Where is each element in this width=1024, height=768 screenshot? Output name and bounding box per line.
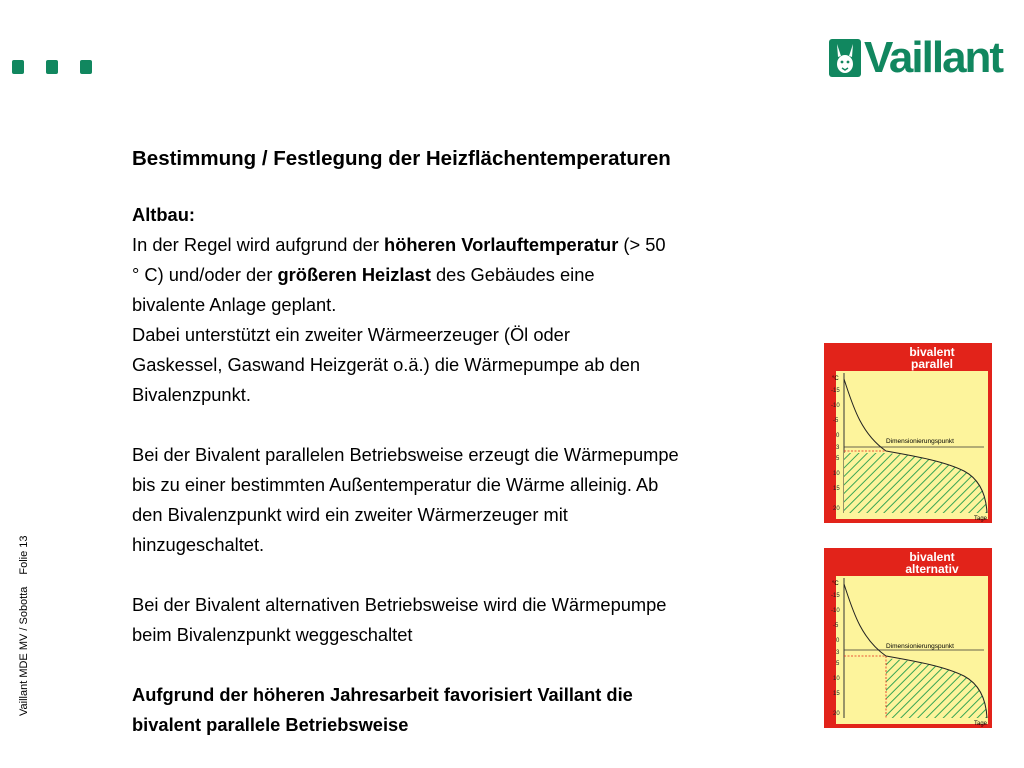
y-tick: 20 xyxy=(833,711,840,717)
chart-bivalent-alternativ xyxy=(824,548,992,728)
paragraph-line: Dabei unterstützt ein zweiter Wärmeerzeuger (Öl oder xyxy=(132,324,570,345)
decorative-dots xyxy=(12,60,92,74)
slide-body xyxy=(132,200,822,740)
y-tick: 15 xyxy=(833,691,840,697)
chart-title-line2: parallel xyxy=(910,357,954,371)
y-axis-unit: °C xyxy=(832,581,839,587)
paragraph-line: Bivalenzpunkt. xyxy=(132,384,251,405)
y-tick: 5 xyxy=(836,661,840,667)
point-label: Dimensionierungspunkt xyxy=(886,438,954,445)
conclusion-line: bivalent parallele Betriebsweise xyxy=(132,714,409,735)
slide-title: Bestimmung / Festlegung der Heizflächentemperaturen xyxy=(132,147,671,170)
paragraph-line: den Bivalenzpunkt wird ein zweiter Wärmerzeuger mit xyxy=(132,504,568,525)
x-axis-label: Tage xyxy=(974,516,988,522)
y-axis-unit: °C xyxy=(832,376,839,382)
brand-name: Vaillant xyxy=(864,33,1003,82)
chart-title-line1: bivalent xyxy=(909,345,955,359)
paragraph-line: Gaskessel, Gaswand Heizgerät o.ä.) die Wärmepumpe ab den xyxy=(132,354,641,375)
conclusion-line: Aufgrund der höheren Jahresarbeit favorisiert Vaillant die xyxy=(132,684,633,705)
chart-title-line2: alternativ xyxy=(905,562,959,576)
section-heading: Altbau: xyxy=(132,204,195,225)
y-tick: -10 xyxy=(831,608,840,614)
y-tick: 3 xyxy=(836,650,840,656)
y-tick: 3 xyxy=(836,445,840,451)
hare-icon xyxy=(828,38,862,78)
point-label: Dimensionierungspunkt xyxy=(886,643,954,650)
y-tick: -15 xyxy=(831,388,840,394)
y-tick: 10 xyxy=(833,676,840,682)
vaillant-logo xyxy=(828,33,1003,82)
paragraph-line: ° C) und/oder der größeren Heizlast des Gebäudes eine xyxy=(132,264,595,285)
paragraph-line: bis zu einer bestimmten Außentemperatur die Wärme alleinig. Ab xyxy=(132,474,659,495)
y-tick: -15 xyxy=(831,593,840,599)
x-axis-label: Tage xyxy=(974,721,988,727)
y-tick: -5 xyxy=(833,623,839,629)
paragraph-line: Bei der Bivalent parallelen Betriebsweise erzeugt die Wärmepumpe xyxy=(132,444,679,465)
paragraph-line: bivalente Anlage geplant. xyxy=(132,294,337,315)
y-tick: -5 xyxy=(833,418,839,424)
paragraph-line: Bei der Bivalent alternativen Betriebsweise wird die Wärmepumpe xyxy=(132,594,667,615)
paragraph-line: hinzugeschaltet. xyxy=(132,534,265,555)
y-tick: -10 xyxy=(831,403,840,409)
y-tick: 15 xyxy=(833,486,840,492)
slide-number: Folie 13 xyxy=(18,535,30,575)
y-tick: 0 xyxy=(836,433,840,439)
y-tick: 5 xyxy=(836,456,840,462)
chart-bivalent-parallel xyxy=(824,343,992,523)
paragraph-line: In der Regel wird aufgrund der höheren Vorlauftemperatur (> 50 xyxy=(132,234,666,255)
y-tick: 0 xyxy=(836,638,840,644)
slide-footer-vertical xyxy=(18,496,30,716)
author-label: Vaillant MDE MV / Sobotta xyxy=(18,586,30,716)
chart-title-line1: bivalent xyxy=(909,550,955,564)
y-tick: 20 xyxy=(833,506,840,512)
y-tick: 10 xyxy=(833,471,840,477)
paragraph-line: beim Bivalenzpunkt weggeschaltet xyxy=(132,624,413,645)
